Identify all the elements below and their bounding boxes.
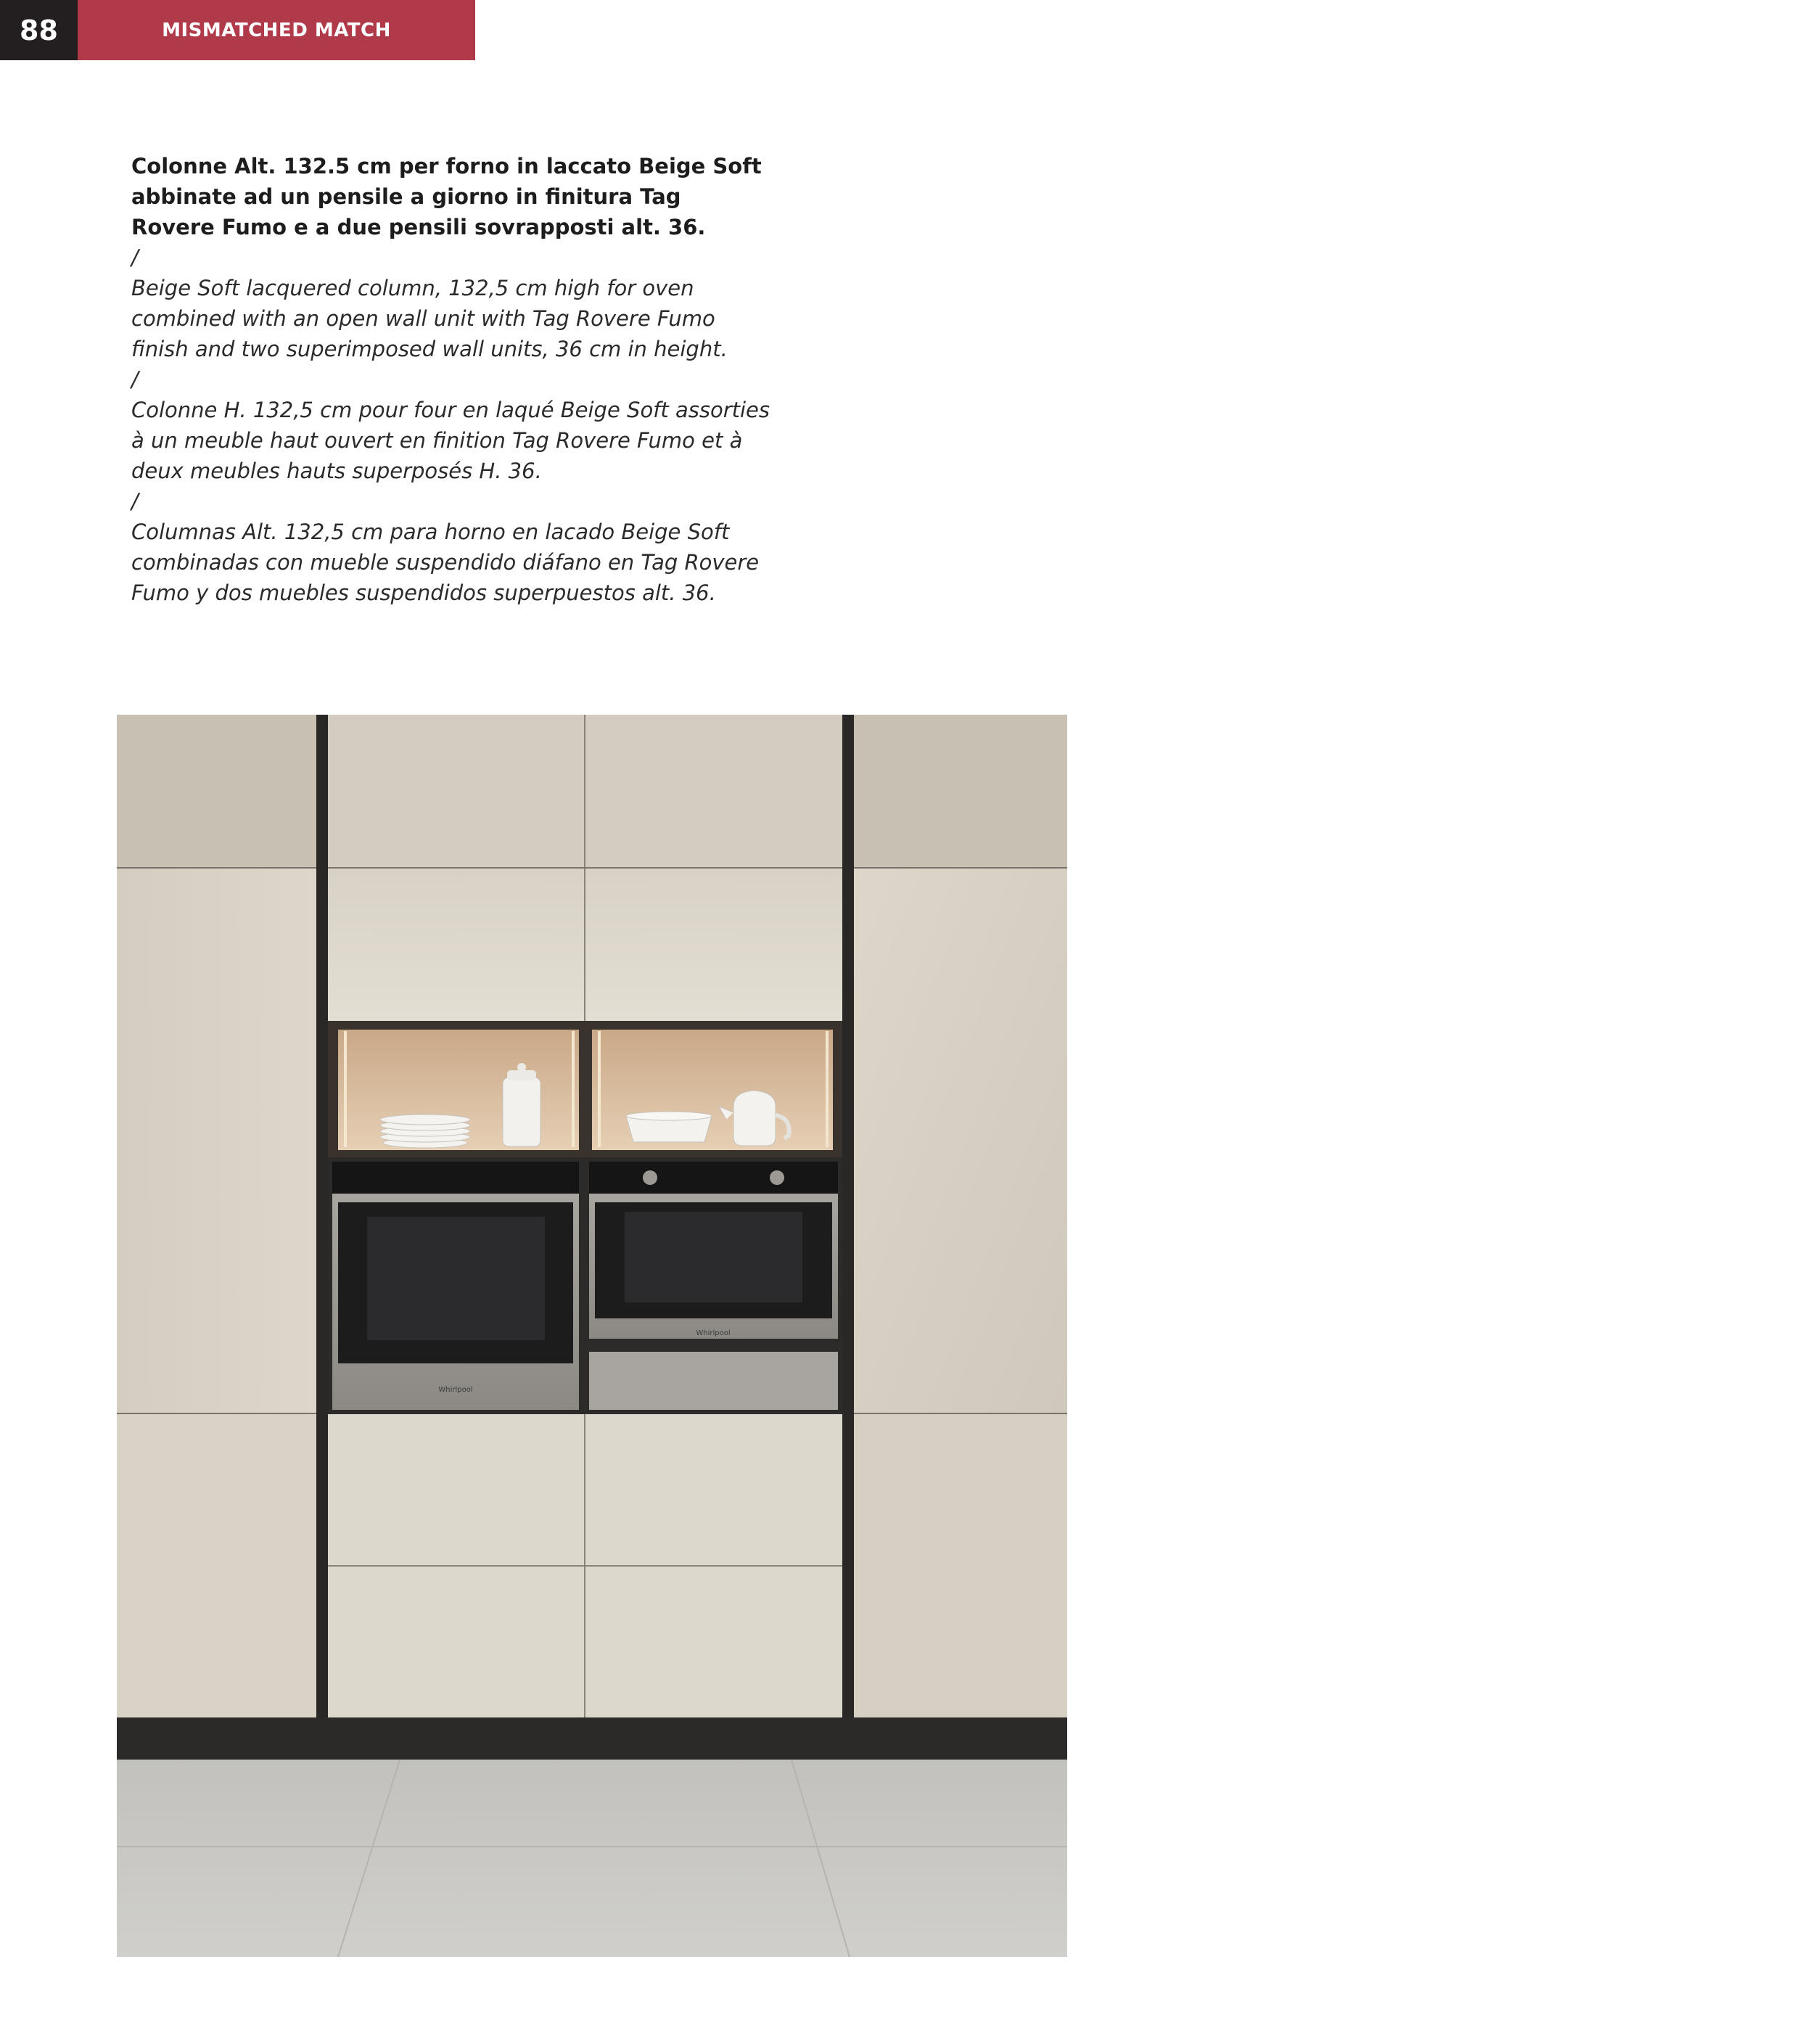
oven-brand-left: Whirlpool: [438, 1386, 473, 1394]
caption: [131, 151, 770, 608]
right-column: [854, 715, 1067, 1717]
page-number: 88: [0, 0, 78, 60]
bowls: [626, 1112, 712, 1142]
frame-profile-left: [316, 715, 328, 1720]
oven-right: [589, 1162, 838, 1410]
central-column: [328, 715, 842, 1717]
jar: [503, 1063, 540, 1146]
kitchen-photo: [117, 715, 1067, 1957]
caption-separator: /: [131, 489, 139, 514]
caption-italian: Colonne Alt. 132.5 cm per forno in laccato Beige Soft abbinate ad un pensile a giorno in finitura Tag Rovere Fumo e a due pensili sovrapposti alt. 36.: [131, 154, 762, 239]
caption-french: Colonne H. 132,5 cm pour four en laqué Beige Soft assorties à un meuble haut ouvert en finition Tag Rovere Fumo et à deux meubles hauts superposés H. 36.: [131, 398, 770, 483]
caption-separator: /: [131, 367, 139, 392]
oven-left: [332, 1162, 579, 1410]
caption-separator: /: [131, 245, 139, 270]
plates-stack: [380, 1115, 470, 1148]
oven-brand-right: Whirlpool: [696, 1329, 731, 1337]
frame-profile-right: [842, 715, 854, 1720]
caption-spanish: Columnas Alt. 132,5 cm para horno en lacado Beige Soft combinadas con mueble suspendido diáfano en Tag Rovere Fumo y dos muebles suspendidos superpuestos alt. 36.: [131, 520, 760, 605]
section-title: MISMATCHED MATCH: [78, 0, 475, 60]
caption-english: Beige Soft lacquered column, 132,5 cm high for oven combined with an open wall unit with Tag Rovere Fumo finish and two superimposed wall units, 36 cm in height.: [131, 276, 728, 361]
floor: [117, 1760, 1067, 1957]
plinth: [117, 1717, 1067, 1760]
left-column: [117, 715, 316, 1717]
